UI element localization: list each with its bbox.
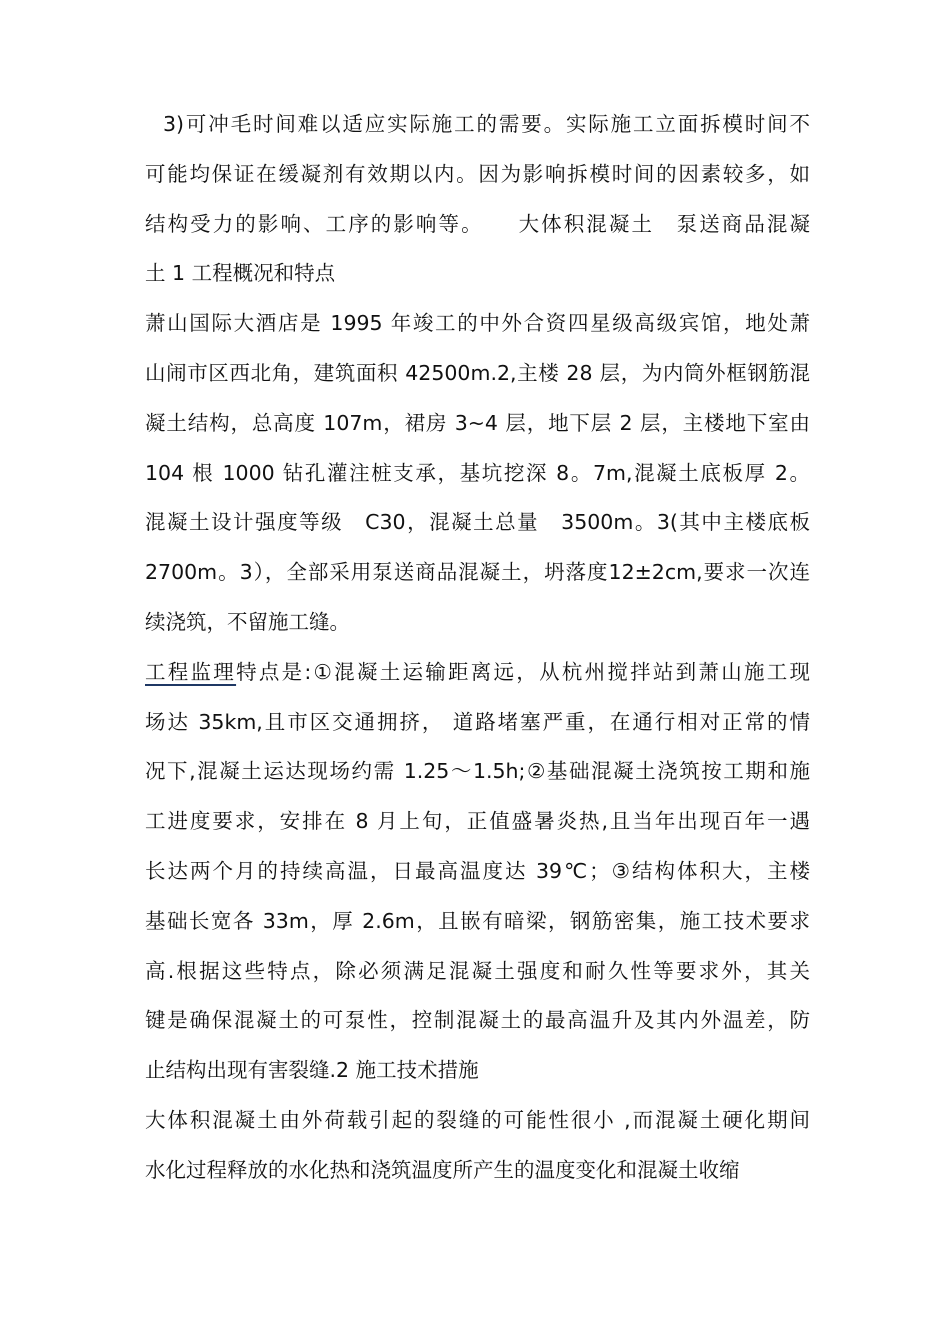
paragraph-line: 键是确保混凝土的可泵性，控制混凝土的最高温升及其内外温差，防 xyxy=(145,1008,810,1033)
paragraph-line: 况下,混凝土运达现场约需 1.25～1.5h;②基础混凝土浇筑按工期和施 xyxy=(145,759,810,784)
paragraph-line: 104 根 1000 钻孔灌注桩支承，基坑挖深 8。7m,混凝土底板厚 2。 xyxy=(145,460,810,485)
paragraph-line: 结构受力的影响、工序的影响等。 大体积混凝土 泵送商品混凝 xyxy=(145,211,810,236)
paragraph-line: 凝土结构，总高度 107m，裙房 3~4 层，地下层 2 层，主楼地下室由 xyxy=(145,410,810,435)
paragraph-line: 3)可冲毛时间难以适应实际施工的需要。实际施工立面拆模时间不 xyxy=(163,112,810,136)
paragraph-line: 场达 35km,且市区交通拥挤， 道路堵塞严重，在通行相对正常的情 xyxy=(145,709,810,734)
paragraph-line: 混凝土设计强度等级 C30，混凝土总量 3500m。3(其中主楼底板 xyxy=(145,510,810,535)
section-heading-line: 土 1 工程概况和特点 xyxy=(145,261,336,286)
section-heading-line: 止结构出现有害裂缝.2 施工技术措施 xyxy=(145,1058,479,1083)
paragraph-line: 可能均保证在缓凝剂有效期以内。因为影响拆模时间的因素较多，如 xyxy=(145,161,810,186)
paragraph-line: 高.根据这些特点，除必须满足混凝土强度和耐久性等要求外，其关 xyxy=(145,958,810,983)
paragraph-line: 基础长宽各 33m，厚 2.6m，且嵌有暗梁，钢筋密集，施工技术要求 xyxy=(145,908,810,933)
paragraph-line: 山闹市区西北角，建筑面积 42500m.2,主楼 28 层，为内筒外框钢筋混 xyxy=(145,360,810,385)
underlined-term: 工程监理 xyxy=(145,659,237,684)
paragraph-line: 2700m。3），全部采用泵送商品混凝土，坍落度12±2cm,要求一次连 xyxy=(145,560,810,585)
paragraph-line: 工进度要求，安排在 8 月上旬，正值盛暑炎热,且当年出现百年一遇 xyxy=(145,809,810,834)
paragraph-line: 萧山国际大酒店是 1995 年竣工的中外合资四星级高级宾馆，地处萧 xyxy=(145,311,810,336)
document-body xyxy=(145,100,810,1196)
paragraph-line: 续浇筑，不留施工缝。 xyxy=(145,609,350,634)
paragraph-line: 长达两个月的持续高温，日最高温度达 39℃；③结构体积大，主楼 xyxy=(145,858,810,883)
paragraph-line-with-underline xyxy=(145,648,810,698)
paragraph-line: 大体积混凝土由外荷载引起的裂缝的可能性很小 ,而混凝土硬化期间 xyxy=(145,1107,810,1132)
paragraph-line: 水化过程释放的水化热和浇筑温度所产生的温度变化和混凝土收缩 xyxy=(145,1157,740,1182)
paragraph-line-rest: 特点是:①混凝土运输距离远，从杭州搅拌站到萧山施工现 xyxy=(236,659,810,684)
